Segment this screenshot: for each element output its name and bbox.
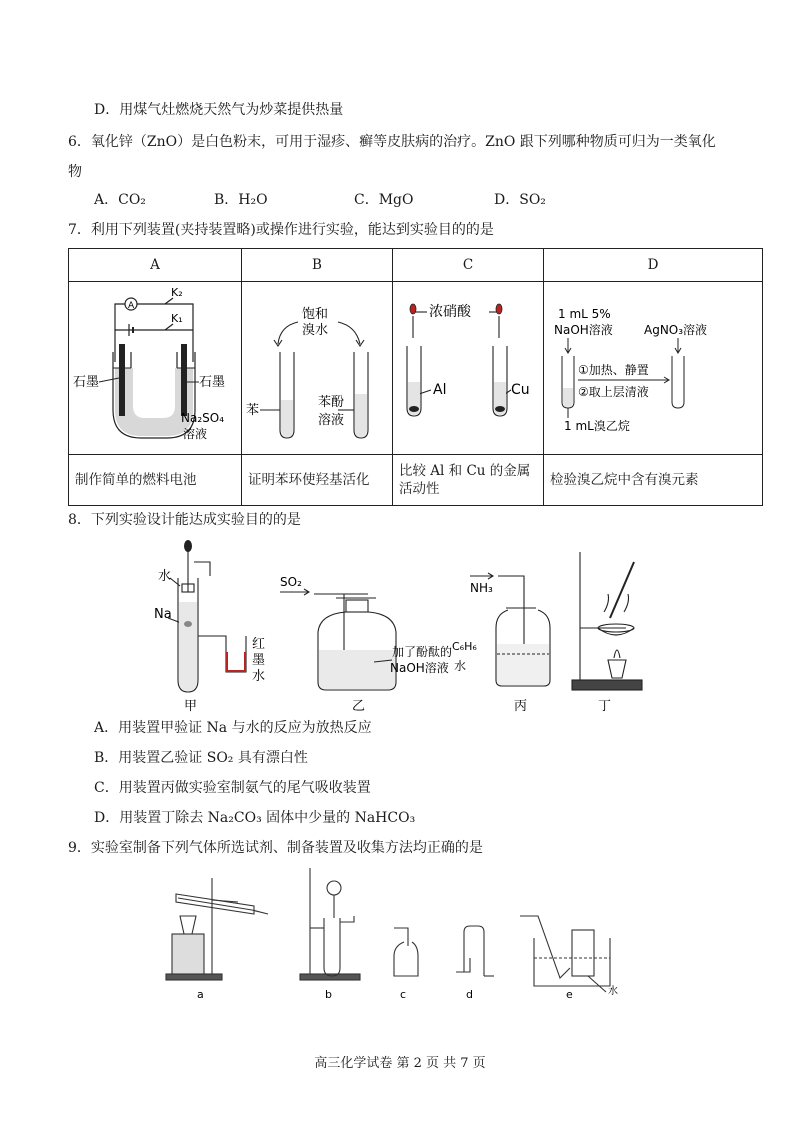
q7-figure-d: [544, 282, 763, 455]
apparatus-jia: [154, 540, 265, 712]
apparatus-b: [300, 868, 360, 980]
apparatus-e: [520, 916, 610, 992]
jia-ink-label-2: 墨: [252, 653, 266, 668]
q7-header-d: D: [544, 249, 763, 282]
q6-option-c: C．MgO: [354, 192, 414, 208]
step-heat-label: ①加热、静置: [578, 363, 649, 377]
q7-caption-a: 制作简单的燃料电池: [69, 455, 242, 506]
apparatus-bing: [452, 573, 550, 712]
bromine-water-label-2: 溴水: [302, 323, 329, 338]
bromoethane-label: 1 mL溴乙烷: [564, 419, 630, 433]
bing-benzene-label: C₆H₆: [452, 640, 477, 653]
q5-option-d: D．用煤气灶燃烧天然气为炒菜提供热量: [94, 102, 344, 118]
apparatus-c-label: c: [400, 988, 407, 1001]
q8-option-d: D．用装置丁除去 Na₂CO₃ 固体中少量的 NaHCO₃: [94, 810, 416, 826]
electrolyte-label-2: 溶液: [183, 427, 208, 441]
copper-label: Cu: [511, 382, 530, 398]
bromine-water-diagram: [242, 282, 392, 450]
apparatus-d: [456, 926, 494, 976]
apparatus-bing-caption: 丙: [514, 699, 528, 712]
yi-solution-label-1: 加了酚酞的: [392, 645, 453, 659]
switch-k1-label: K₁: [171, 312, 183, 325]
q7-caption-d: 检验溴乙烷中含有溴元素: [544, 455, 763, 506]
q7-caption-c: 比较 Al 和 Cu 的金属活动性: [393, 455, 544, 506]
electrolyte-label: Na₂SO₄: [181, 411, 225, 425]
q6-option-a: A．CO₂: [94, 192, 146, 208]
apparatus-a: [166, 878, 268, 980]
q8-option-a: A．用装置甲验证 Na 与水的反应为放热反应: [94, 720, 372, 736]
graphite-left-label: 石墨: [73, 375, 100, 390]
q9-apparatus-figure: [158, 858, 638, 1008]
ammeter-label: A: [128, 301, 135, 311]
apparatus-a-label: a: [197, 988, 204, 1001]
q8-stem: 8．下列实验设计能达成实验目的的是: [68, 512, 301, 528]
q8-apparatus-figure: [140, 532, 660, 712]
apparatus-b-label: b: [325, 988, 332, 1001]
naoh-solution-label: NaOH溶液: [554, 323, 613, 337]
yi-gas-label: SO₂: [280, 575, 302, 589]
q7-header-a: A: [69, 249, 242, 282]
q6-option-d: D．SO₂: [494, 192, 546, 208]
apparatus-ding-caption: 丁: [598, 699, 612, 712]
jia-ink-label-3: 水: [252, 669, 266, 684]
q8-option-c: C．用装置丙做实验室制氨气的尾气吸收装置: [94, 780, 371, 796]
apparatus-yi-caption: 乙: [352, 699, 366, 712]
benzene-label: 苯: [246, 403, 260, 418]
graphite-right-label: 石墨: [199, 375, 226, 390]
page-footer: 高三化学试卷 第 2 页 共 7 页: [314, 1056, 486, 1071]
q7-caption-b: 证明苯环使羟基活化: [242, 455, 393, 506]
apparatus-jia-caption: 甲: [184, 699, 198, 712]
bromoethane-test-diagram: [544, 282, 762, 450]
apparatus-c: [394, 928, 418, 976]
q7-header-c: C: [393, 249, 544, 282]
jia-sodium-label: Na: [154, 607, 172, 622]
q7-figure-a: [69, 282, 242, 455]
apparatus-e-water-label: 水: [608, 986, 618, 997]
jia-water-label: 水: [158, 569, 172, 584]
step-supernatant-label: ②取上层清液: [578, 385, 649, 399]
nitric-acid-label: 浓硝酸: [429, 304, 471, 320]
metal-activity-diagram: [393, 282, 543, 450]
phenol-label: 苯酚: [318, 395, 345, 410]
switch-k2-label: K₂: [171, 286, 183, 299]
jia-ink-label-1: 红: [252, 637, 266, 652]
bing-water-label: 水: [454, 659, 467, 673]
apparatus-ding: [572, 552, 642, 712]
bing-gas-label: NH₃: [470, 581, 493, 595]
naoh-volume-label: 1 mL 5%: [558, 307, 611, 321]
fuel-cell-diagram: [69, 282, 241, 450]
phenol-label-2: 溶液: [318, 413, 345, 428]
apparatus-e-label: e: [566, 988, 573, 1001]
q6-stem-line1: 6．氧化锌（ZnO）是白色粉末，可用于湿疹、癣等皮肤病的治疗。ZnO 跟下列哪种物质可归为一类氧化: [68, 134, 716, 150]
aluminum-label: Al: [433, 382, 447, 398]
q6-stem-line2: 物: [68, 164, 82, 180]
q8-option-b: B．用装置乙验证 SO₂ 具有漂白性: [94, 750, 308, 766]
q7-stem: 7．利用下列装置(夹持装置略)或操作进行实验，能达到实验目的的是: [68, 222, 494, 238]
silver-nitrate-label: AgNO₃溶液: [644, 323, 708, 337]
q7-table: [68, 248, 763, 506]
q9-stem: 9．实验室制备下列气体所选试剂、制备装置及收集方法均正确的是: [68, 840, 483, 856]
q7-figure-c: [393, 282, 544, 455]
q7-figure-b: [242, 282, 393, 455]
q6-option-b: B．H₂O: [214, 192, 268, 208]
apparatus-yi: [280, 575, 452, 712]
q7-header-b: B: [242, 249, 393, 282]
yi-solution-label-2: NaOH溶液: [390, 661, 449, 675]
bromine-water-label: 饱和: [302, 307, 329, 322]
apparatus-d-label: d: [466, 988, 473, 1001]
